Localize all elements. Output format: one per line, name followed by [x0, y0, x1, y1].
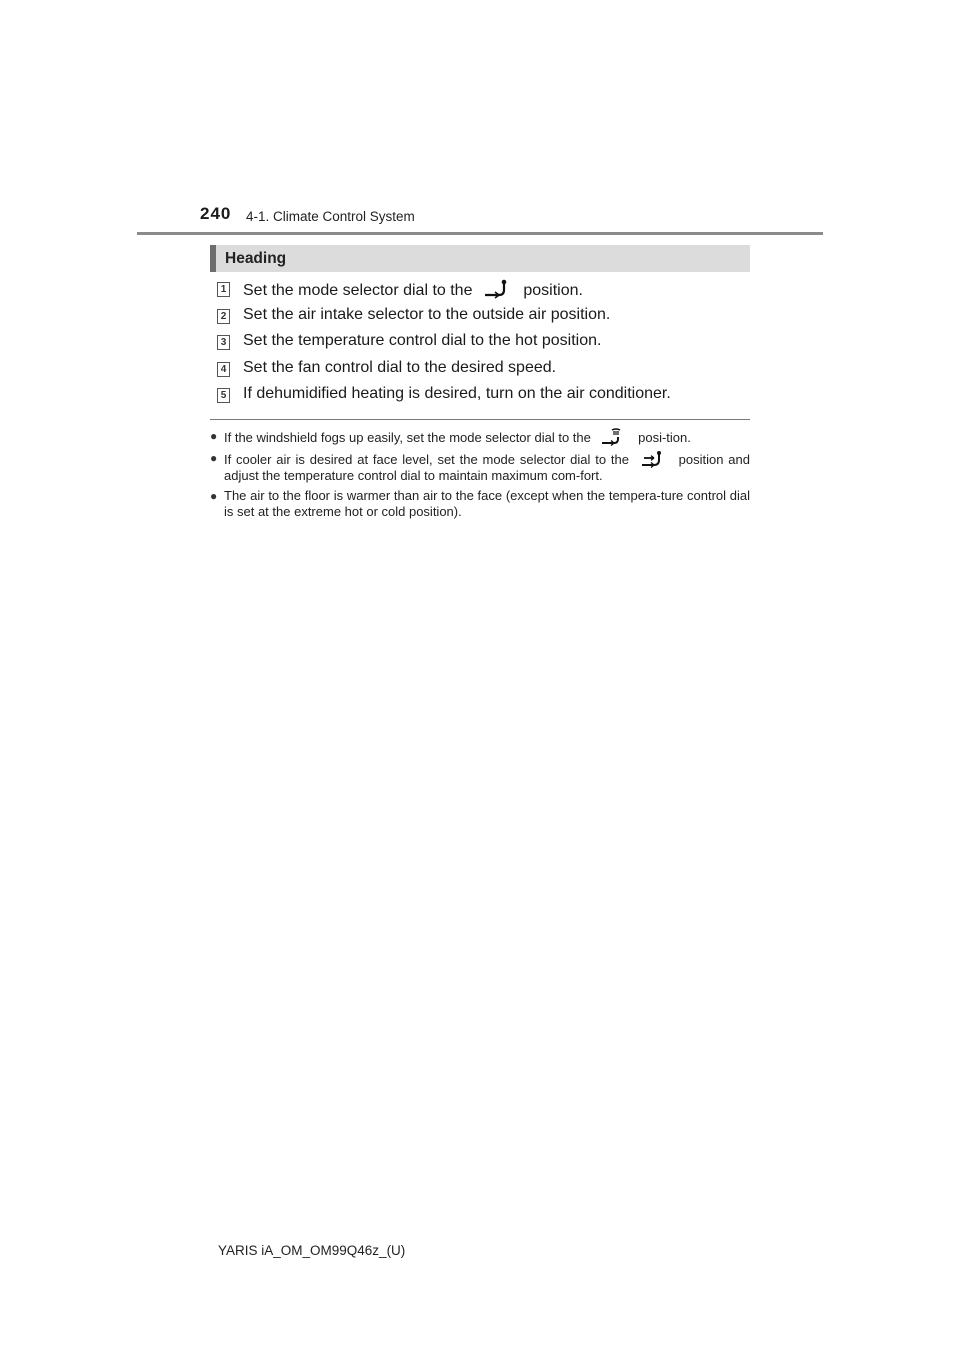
heading-bar — [210, 245, 750, 272]
notes-list — [210, 428, 750, 524]
notes-rule — [210, 419, 750, 420]
step-number: 3 — [217, 335, 230, 350]
step-text: If dehumidified heating is desired, turn on the air conditioner. — [243, 385, 671, 403]
step-number: 1 — [217, 282, 230, 297]
bullet-icon: ● — [210, 451, 218, 465]
floor-airflow-icon — [477, 279, 519, 299]
steps-list — [217, 279, 757, 412]
step-number: 2 — [217, 309, 230, 324]
footer-document-id: YARIS iA_OM_OM99Q46z_(U) — [218, 1243, 406, 1258]
section-title: 4-1. Climate Control System — [246, 209, 415, 224]
step-text: Set the mode selector dial to the position. — [243, 279, 583, 300]
step-number: 5 — [217, 388, 230, 403]
bullet-icon: ● — [210, 489, 218, 503]
step-text: Set the temperature control dial to the hot position. — [243, 332, 602, 350]
face-floor-airflow-icon — [634, 450, 674, 468]
step-item — [217, 332, 757, 359]
step-item — [217, 279, 757, 306]
note-item: ● The air to the floor is warmer than air to the face (except when the tempera-ture control dial is set at the extreme hot or cold position). — [210, 488, 750, 519]
step-item — [217, 385, 757, 412]
heading-title: Heading — [225, 250, 287, 267]
step-item — [217, 306, 757, 333]
step-text: Set the air intake selector to the outside air position. — [243, 305, 611, 323]
bullet-icon: ● — [210, 429, 218, 443]
step-text: Set the fan control dial to the desired speed. — [243, 358, 557, 376]
page-number: 240 — [200, 204, 232, 223]
header-rule — [137, 232, 823, 235]
note-item: ● If cooler air is desired at face level, set the mode selector dial to the position and adjust the temperature control dial to maintain maximum com-fort. — [210, 451, 750, 483]
step-item — [217, 359, 757, 386]
note-item: ● If the windshield fogs up easily, set the mode selector dial to the posi-tion. — [210, 429, 691, 445]
floor-windshield-airflow-icon — [594, 428, 634, 446]
step-number: 4 — [217, 362, 230, 377]
